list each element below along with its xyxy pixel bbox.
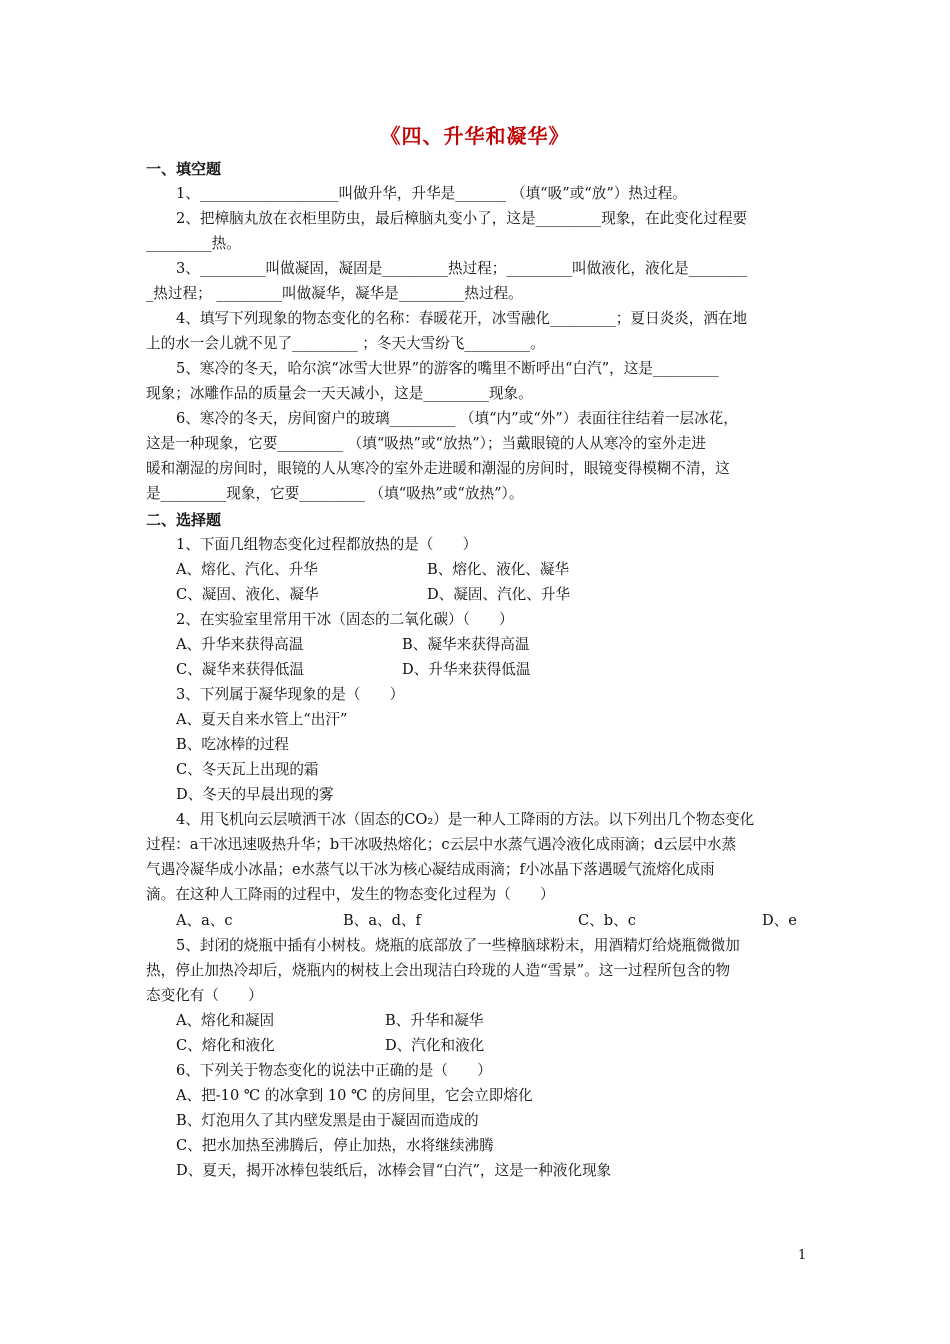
fill-q6-line: 暖和潮湿的房间时，眼镜的人从寒冷的室外走进暖和潮湿的房间时，眼镜变得模糊不清，这 (146, 460, 730, 477)
fill-q6-line: 这是一种现象，它要_________ （填“吸热”或“放热”）；当戴眼镜的人从寒冷的室外走进 (146, 435, 706, 452)
page-title: 《四、升华和凝华》 (380, 124, 570, 148)
choice-q6-option-b: B、灯泡用久了其内壁发黑是由于凝固而造成的 (176, 1112, 479, 1129)
page-number: 1 (798, 1248, 807, 1263)
choice-q5-option-c: C、熔化和液化 (176, 1037, 275, 1054)
choice-q2-stem: 2、在实验室里常用干冰（固态的二氧化碳）（ ） (176, 611, 514, 628)
choice-q3-option-a: A、夏天自来水管上“出汗” (176, 711, 348, 728)
fill-q4-line: 上的水一会儿就不见了_________ ；冬天大雪纷飞_________。 (146, 335, 545, 352)
section-heading-fill: 一、填空题 (146, 160, 222, 178)
choice-q3-option-c: C、冬天瓦上出现的霜 (176, 761, 319, 778)
fill-q4-line: 4、填写下列现象的物态变化的名称：春暖花开，冰雪融化_________；夏日炎炎，洒在地 (176, 310, 748, 327)
fill-q2-line: 2、把樟脑丸放在衣柜里防虫，最后樟脑丸变小了，这是_________现象，在此变化过程要 (176, 210, 748, 227)
choice-q4-stem-line: 滴。在这种人工降雨的过程中，发生的物态变化过程为（ ） (146, 886, 555, 903)
choice-q5-stem-line: 热，停止加热冷却后，烧瓶内的树枝上会出现洁白玲珑的人造“雪景”。这一过程所包含的物 (146, 962, 731, 979)
choice-q4-stem-line: 4、用飞机向云层喷洒干冰（固态的CO₂）是一种人工降雨的方法。以下列出几个物态变化 (176, 811, 755, 828)
choice-q3-option-b: B、吃冰棒的过程 (176, 736, 289, 753)
choice-q2-option-d: D、升华来获得低温 (402, 661, 531, 678)
choice-q6-option-a: A、把-10 ℃ 的冰拿到 10 ℃ 的房间里，它会立即熔化 (176, 1087, 533, 1104)
choice-q5-stem-line: 态变化有（ ） (146, 987, 263, 1004)
section-heading-choice: 二、选择题 (146, 511, 222, 529)
fill-q5-line: 现象；冰雕作品的质量会一天天减小，这是_________现象。 (146, 385, 533, 402)
choice-q4-option-d: D、e (762, 912, 797, 929)
choice-q2-option-b: B、凝华来获得高温 (402, 636, 530, 653)
choice-q6-option-d: D、夏天，揭开冰棒包装纸后，冰棒会冒“白汽”，这是一种液化现象 (176, 1162, 612, 1179)
choice-q6-option-c: C、把水加热至沸腾后，停止加热，水将继续沸腾 (176, 1137, 494, 1154)
choice-q4-stem-line: 气遇冷凝华成小冰晶；e水蒸气以干冰为核心凝结成雨滴；f小冰晶下落遇暖气流熔化成雨 (146, 861, 715, 878)
choice-q1-option-c: C、凝固、液化、凝华 (176, 586, 319, 603)
choice-q5-stem-line: 5、封闭的烧瓶中插有小树枝。烧瓶的底部放了一些樟脑球粉末，用酒精灯给烧瓶微微加 (176, 937, 740, 954)
choice-q4-option-c: C、b、c (578, 912, 636, 929)
fill-q2-line: _________热。 (146, 235, 241, 252)
choice-q4-option-a: A、a、c (176, 912, 233, 929)
fill-q6-line: 6、寒冷的冬天，房间窗户的玻璃_________ （填“内”或“外”）表面往往结着一层冰花， (176, 410, 738, 427)
choice-q1-stem: 1、下面几组物态变化过程都放热的是（ ） (176, 536, 478, 553)
choice-q1-option-a: A、熔化、汽化、升华 (176, 561, 318, 578)
fill-q3-line: 3、_________叫做凝固，凝固是_________热过程；_________叫做液化，液化是________ (176, 260, 748, 277)
fill-q1-line: 1、___________________叫做升华，升华是_______ （填“吸”或“放”）热过程。 (176, 185, 687, 202)
choice-q5-option-b: B、升华和凝华 (385, 1012, 484, 1029)
fill-q3-line: _热过程； _________叫做凝华，凝华是_________热过程。 (146, 285, 523, 302)
choice-q2-option-a: A、升华来获得高温 (176, 636, 304, 653)
choice-q4-stem-line: 过程：a干冰迅速吸热升华；b干冰吸热熔化；c云层中水蒸气遇冷液化成雨滴；d云层中水蒸 (146, 836, 737, 853)
choice-q2-option-c: C、凝华来获得低温 (176, 661, 304, 678)
choice-q3-option-d: D、冬天的早晨出现的雾 (176, 786, 334, 803)
fill-q6-line: 是_________现象，它要_________ （填“吸热”或“放热”）。 (146, 485, 524, 502)
choice-q5-option-a: A、熔化和凝固 (176, 1012, 275, 1029)
choice-q1-option-d: D、凝固、汽化、升华 (427, 586, 571, 603)
choice-q5-option-d: D、汽化和液化 (385, 1037, 485, 1054)
choice-q4-option-b: B、a、d、f (343, 912, 421, 929)
choice-q6-stem: 6、下列关于物态变化的说法中正确的是（ ） (176, 1062, 492, 1079)
fill-q5-line: 5、寒冷的冬天，哈尔滨“冰雪大世界”的游客的嘴里不断呼出“白汽”，这是_________ (176, 360, 719, 377)
choice-q1-option-b: B、熔化、液化、凝华 (427, 561, 570, 578)
choice-q3-stem: 3、下列属于凝华现象的是（ ） (176, 686, 405, 703)
